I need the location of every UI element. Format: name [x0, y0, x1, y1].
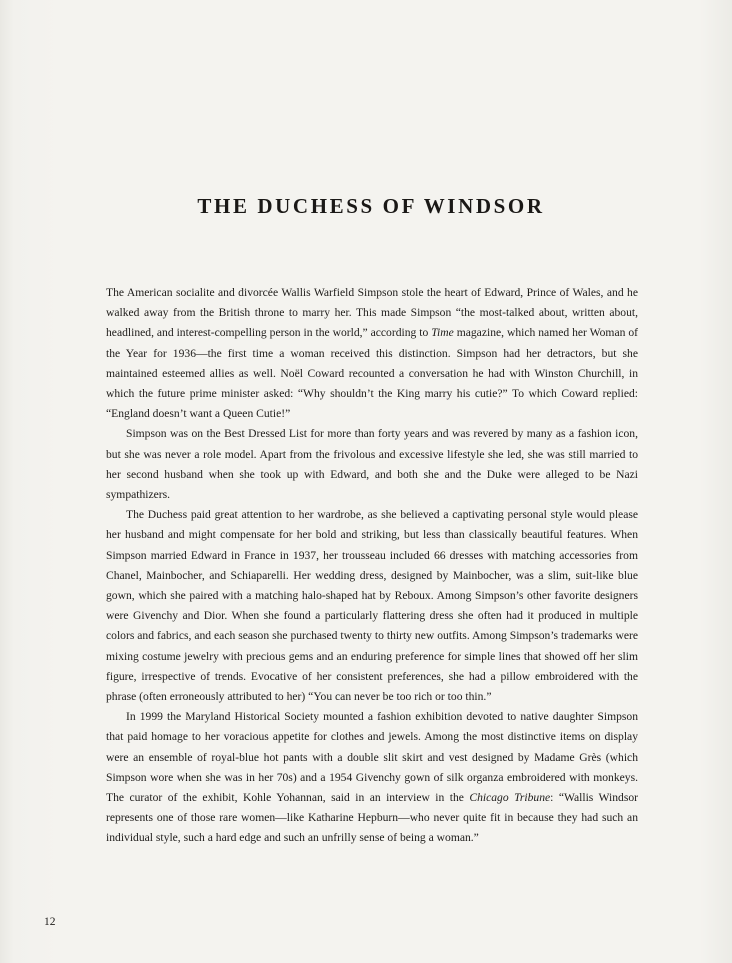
- chapter-title: THE DUCHESS OF WINDSOR: [197, 194, 545, 219]
- paragraph-1-text-b: magazine, which named her Woman of the Year for 1936—the first time a woman received this distinction. Simpson had her detractors, but she maintained esteemed allies as well. Noël Coward recounted a conversation he had with Winston Churchill, in which the future prime minister asked: “Why shouldn’t the King marry his cutie?” To which Coward replied: “England doesn’t want a Queen Cutie!”: [106, 326, 638, 421]
- paragraph-2: Simpson was on the Best Dressed List for more than forty years and was revered by many as a fashion icon, but she was never a role model. Apart from the frivolous and excessive lifestyle she led, she was still married to her second husband when she took up with Edward, and both she and the Duke were alleged to be Nazi sympathizers.: [106, 427, 638, 502]
- paragraph-3: The Duchess paid great attention to her wardrobe, as she believed a captivating personal style would please her husband and might compensate for her bold and striking, but less than classically beautiful features. When Simpson married Edward in France in 1937, her trousseau included 66 dresses with matching accessories from Chanel, Mainbocher, and Schiaparelli. Her wedding dress, designed by Mainbocher, was a slim, suit-like blue gown, which she paired with a matching halo-shaped hat by Reboux. Among Simpson’s other favorite designers were Givenchy and Dior. When she found a particularly flattering dress she often had it produced in multiple colors and fabrics, and each season she purchased twenty to thirty new outfits. Among Simpson’s trademarks were mixing costume jewelry with precious gems and an enduring preference for simple lines that showed off her slim figure, irrespective of trends. Evocative of her consistent preferences, she had a pillow embroidered with the phrase (often erroneously attributed to her) “You can never be too rich or too thin.”: [106, 508, 638, 704]
- page-number: 12: [44, 916, 56, 928]
- newspaper-title-chicago-tribune: Chicago Tribune: [469, 791, 551, 805]
- paragraph-4-text-b: : “Wallis Windsor represents one of those rare women—like Katharine Hepburn—who never quite fit in because they had such an individual style, such a hard edge and such an unfrilly sense of being a woman.”: [106, 791, 639, 845]
- paragraph-4: [106, 707, 638, 848]
- magazine-title-time: Time: [431, 326, 454, 340]
- paragraph-1: [106, 283, 638, 424]
- article-body: [106, 283, 638, 849]
- paragraph-1-text-a: The American socialite and divorcée Wallis Warfield Simpson stole the heart of Edward, Prince of Wales, and he walked away from the British throne to marry her. This made Simpson “the most-talked about, written about, headlined, and interest-compelling person in the world,” according to: [106, 286, 638, 340]
- paragraph-4-text-a: In 1999 the Maryland Historical Society mounted a fashion exhibition devoted to native daughter Simpson that paid homage to her voracious appetite for clothes and jewels. Among the most distinctive items on display were an ensemble of royal-blue hot pants with a double slit skirt and vest designed by Madame Grès (which Simpson wore when she was in her 70s) and a 1954 Givenchy gown of silk organza embroidered with monkeys. The curator of the exhibit, Kohle Yohannan, said in an interview in the: [106, 710, 638, 805]
